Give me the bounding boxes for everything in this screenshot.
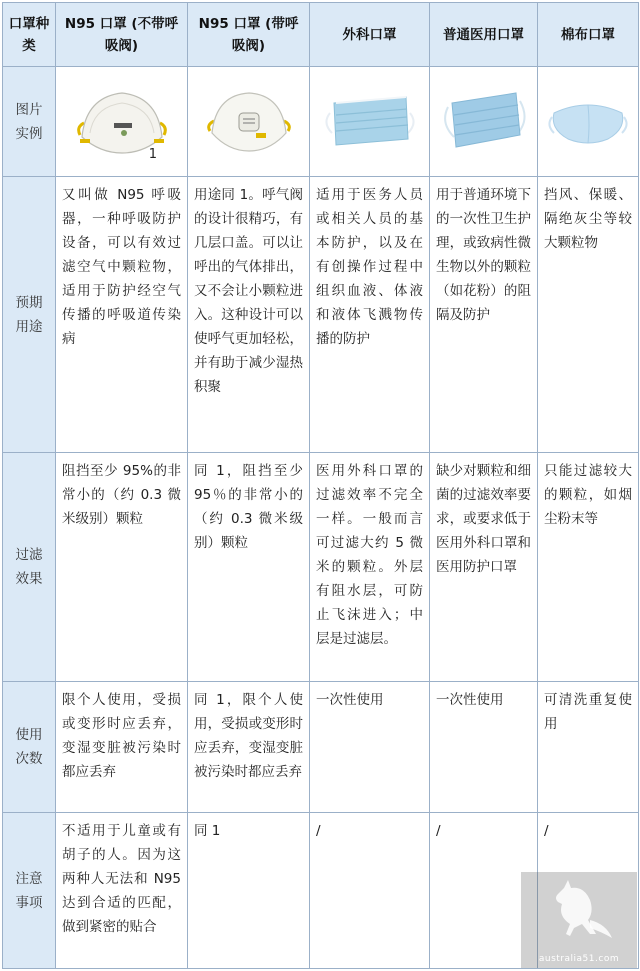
- watermark-text: australia51.com: [538, 954, 620, 964]
- header-n95-no-valve: N95 口罩 (不带呼吸阀): [56, 3, 188, 67]
- usage-surgical: 适用于医务人员或相关人员的基本防护，以及在有创操作过程中组织血液、体液和液体飞溅物传播的防护: [310, 177, 430, 453]
- row-times-used: [3, 682, 639, 813]
- row-label-image: 图片实例: [3, 67, 56, 177]
- image-cell-n95-valve: [188, 67, 310, 177]
- header-surgical: 外科口罩: [310, 3, 430, 67]
- surgical-mask: [322, 89, 418, 155]
- filtration-n95-no-valve: 阻挡至少 95%的非常小的（约 0.3 微米级别）颗粒: [56, 453, 188, 682]
- notes-n95-no-valve: 不适用于儿童或有胡子的人。因为这两种人无法和 N95 达到合适的匹配，做到紧密的贴合: [56, 813, 188, 969]
- row-filtration: [3, 453, 639, 682]
- filtration-medical: 缺少对颗粒和细菌的过滤效率要求，或要求低于医用外科口罩和医用防护口罩: [430, 453, 538, 682]
- notes-n95-valve: 同 1: [188, 813, 310, 969]
- notes-medical: /: [430, 813, 538, 969]
- kangaroo-icon: [544, 876, 614, 942]
- times-medical: 一次性使用: [430, 682, 538, 813]
- times-surgical: 一次性使用: [310, 682, 430, 813]
- image-cell-medical: [430, 67, 538, 177]
- usage-n95-valve: 用途同 1。呼气阀的设计很精巧，有几层口盖。可以让呼出的气体排出，又不会让小颗粒进入。这种设计可以使呼气更加轻松，并有助于减少湿热积聚: [188, 177, 310, 453]
- header-medical: 普通医用口罩: [430, 3, 538, 67]
- usage-medical: 用于普通环境下的一次性卫生护理，或致病性微生物以外的颗粒（如花粉）的阻隔及防护: [430, 177, 538, 453]
- row-image: [3, 67, 639, 177]
- row-usage: [3, 177, 639, 453]
- notes-surgical: /: [310, 813, 430, 969]
- medical-mask: [438, 87, 530, 157]
- filtration-n95-valve: 同 1，阻挡至少 95％的非常小的（约 0.3 微米级别）颗粒: [188, 453, 310, 682]
- row-label-filtration: 过滤效果: [3, 453, 56, 682]
- image-caption-number: 1: [148, 147, 157, 162]
- image-cell-cotton: [538, 67, 639, 177]
- times-n95-valve: 同 1，限个人使用，受损或变形时应丢弃，变湿变脏被污染时都应丢弃: [188, 682, 310, 813]
- watermark: [521, 872, 637, 968]
- header-cotton: 棉布口罩: [538, 3, 639, 67]
- mask-comparison-table: [2, 2, 639, 969]
- cotton-mask: [546, 95, 630, 149]
- row-label-times-used: 使用次数: [3, 682, 56, 813]
- image-cell-n95-no-valve: [56, 67, 188, 177]
- row-label-notes: 注意事项: [3, 813, 56, 969]
- n95-mask-without-valve: [74, 87, 170, 157]
- times-cotton: 可清洗重复使用: [538, 682, 639, 813]
- usage-n95-no-valve: 又叫做 N95 呼吸器，一种呼吸防护设备，可以有效过滤空气中颗粒物，适用于防护经空气传播的呼吸道传染病: [56, 177, 188, 453]
- image-cell-surgical: [310, 67, 430, 177]
- row-label-usage: 预期用途: [3, 177, 56, 453]
- n95-mask-with-valve: [204, 87, 294, 157]
- header-n95-valve: N95 口罩 (带呼吸阀): [188, 3, 310, 67]
- header-corner: 口罩种类: [3, 3, 56, 67]
- notes-cotton: /: [538, 813, 639, 969]
- usage-cotton: 挡风、保暖、隔绝灰尘等较大颗粒物: [538, 177, 639, 453]
- header-row: [3, 3, 639, 67]
- filtration-cotton: 只能过滤较大的颗粒，如烟尘粉末等: [538, 453, 639, 682]
- times-n95-no-valve: 限个人使用，受损或变形时应丢弃，变湿变脏被污染时都应丢弃: [56, 682, 188, 813]
- filtration-surgical: 医用外科口罩的过滤效率不完全一样。一般而言可过滤大约 5 微米的颗粒。外层有阻水层，可防止飞沫进入；中层是过滤层。: [310, 453, 430, 682]
